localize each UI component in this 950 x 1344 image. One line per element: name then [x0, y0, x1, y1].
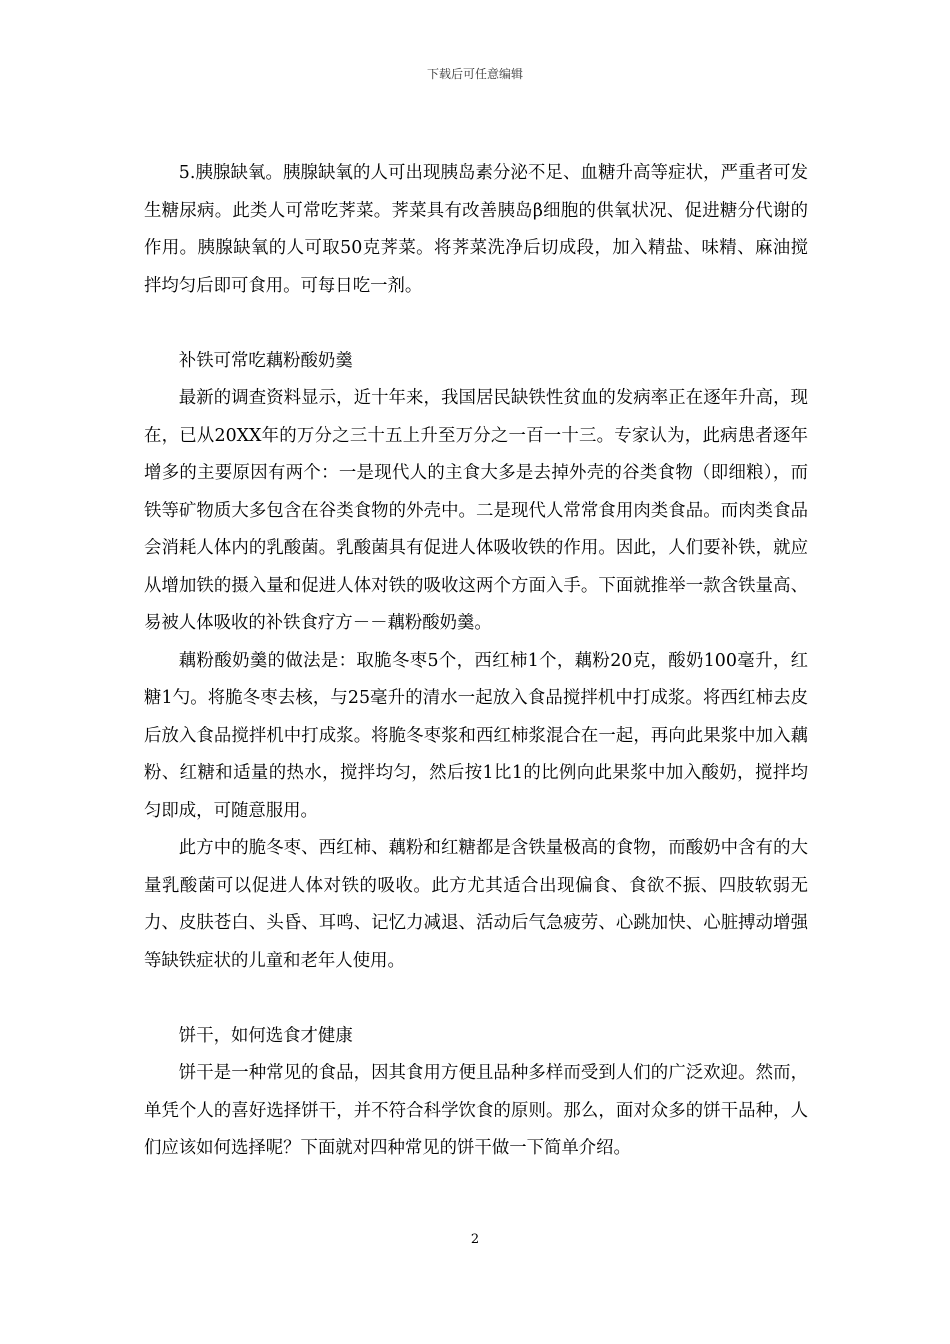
paragraph-recipe: 藕粉酸奶羹的做法是：取脆冬枣5个，西红柿1个，藕粉20克，酸奶100毫升，红糖1勺。将脆冬枣去核，与25毫升的清水一起放入食品搅拌机中打成浆。将西红柿去皮后放入食品搅拌机中打成浆。将脆冬枣浆和西红柿浆混合在一起，再向此果浆中加入藕粉、红糖和适量的热水，搅拌均匀，然后按1比1的比例向此果浆中加入酸奶，搅拌均匀即成，可随意服用。 — [144, 650, 808, 821]
paragraph-recipe-benefits: 此方中的脆冬枣、西红柿、藕粉和红糖都是含铁量极高的食物，而酸奶中含有的大量乳酸菌可以促进人体对铁的吸收。此方尤其适合出现偏食、食欲不振、四肢软弱无力、皮肤苍白、头昏、耳鸣、记忆力减退、活动后气急疲劳、心跳加快、心脏搏动增强等缺铁症状的儿童和老年人使用。 — [144, 838, 808, 971]
page-number: 2 — [470, 1232, 480, 1247]
paragraph-pancreas-hypoxia: 5.胰腺缺氧。胰腺缺氧的人可出现胰岛素分泌不足、血糖升高等症状，严重者可发生糖尿病。此类人可常吃荠菜。荠菜具有改善胰岛β细胞的供氧状况、促进糖分代谢的作用。胰腺缺氧的人可取50克荠菜。将荠菜洗净后切成段，加入精盐、味精、麻油搅拌均匀后即可食用。可每日吃一剂。 — [144, 163, 808, 296]
spacer — [144, 305, 808, 343]
paragraph-biscuits-intro: 饼干是一种常见的食品，因其食用方便且品种多样而受到人们的广泛欢迎。然而，单凭个人的喜好选择饼干，并不符合科学饮食的原则。那么，面对众多的饼干品种，人们应该如何选择呢？下面就对四种常见的饼干做一下简单介绍。 — [144, 1063, 808, 1158]
page-header: 下载后可任意编辑 — [426, 67, 523, 81]
spacer — [144, 980, 808, 1018]
document-body — [144, 155, 808, 1168]
section-heading-iron: 补铁可常吃藕粉酸奶羹 — [178, 350, 353, 371]
paragraph-iron-survey: 最新的调查资料显示，近十年来，我国居民缺铁性贫血的发病率正在逐年升高，现在，已从20XX年的万分之三十五上升至万分之一百一十三。专家认为，此病患者逐年增多的主要原因有两个：一是现代人的主食大多是去掉外壳的谷类食物（即细粮），而铁等矿物质大多包含在谷类食物的外壳中。二是现代人常常食用肉类食品。而肉类食品会消耗人体内的乳酸菌。乳酸菌具有促进人体吸收铁的作用。因此，人们要补铁，就应从增加铁的摄入量和促进人体对铁的吸收这两个方面入手。下面就推举一款含铁量高、易被人体吸收的补铁食疗方－－藕粉酸奶羹。 — [144, 388, 808, 633]
section-heading-biscuits: 饼干，如何选食才健康 — [178, 1025, 353, 1046]
